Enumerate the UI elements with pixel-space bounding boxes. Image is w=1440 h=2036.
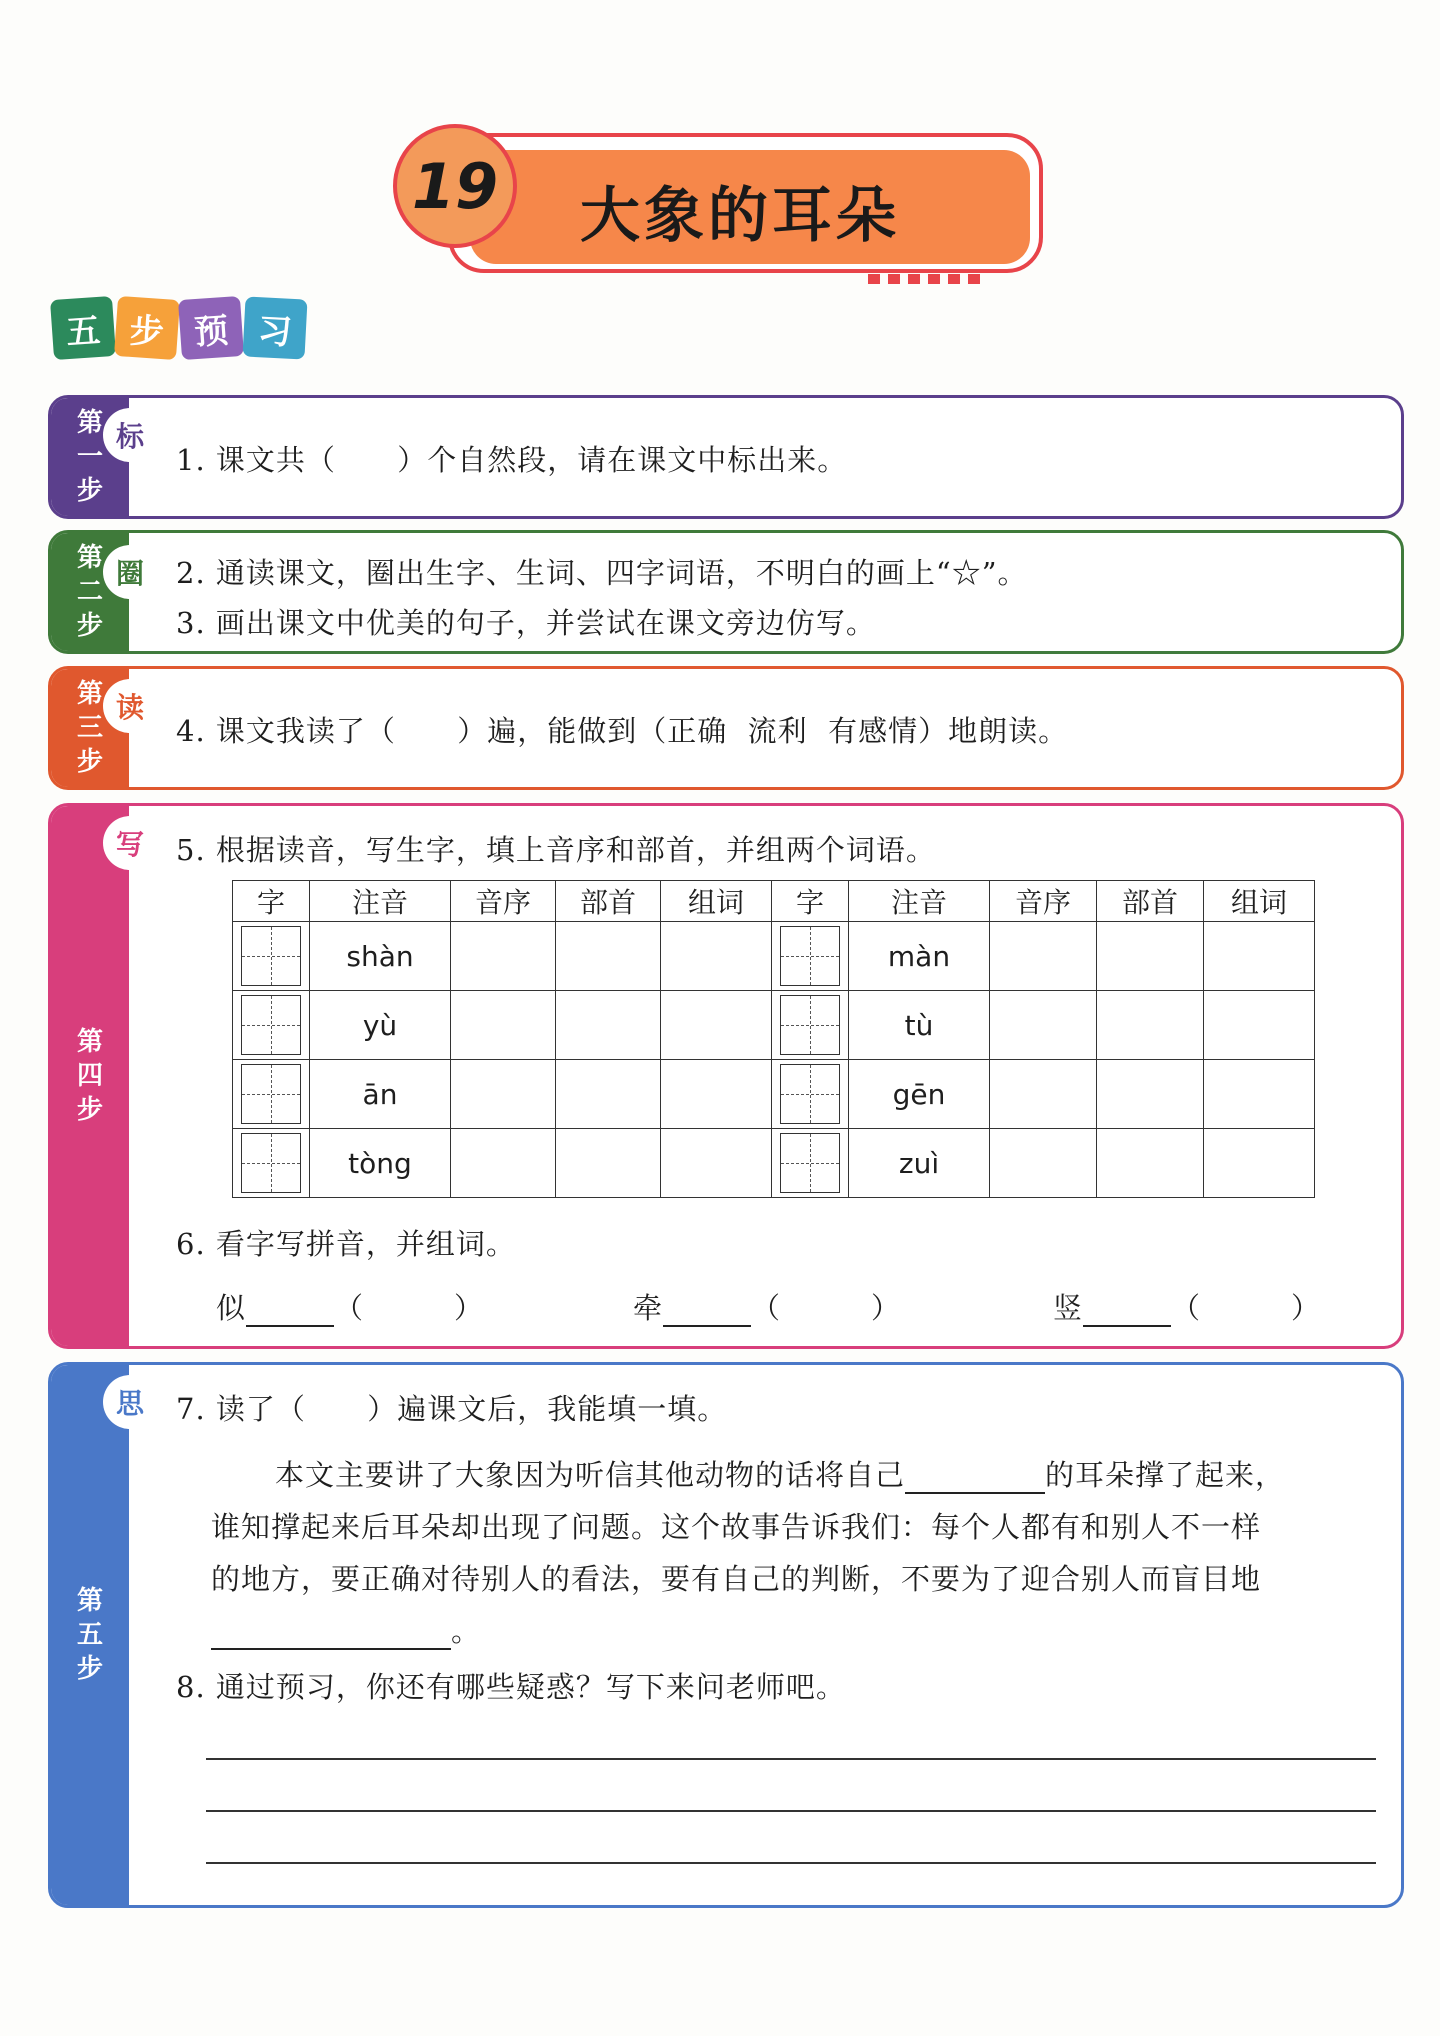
writing-line[interactable] — [206, 1810, 1376, 1812]
step-3-tab: 第 三 步 — [51, 669, 129, 787]
tianzige-box[interactable] — [241, 995, 301, 1055]
badge-read: 读 — [103, 679, 157, 733]
tianzige-box[interactable] — [241, 1133, 301, 1193]
step-3-box — [48, 666, 1404, 790]
lesson-title: 大象的耳朵 — [580, 181, 900, 251]
question-2: 2. 通读课文，圈出生字、生词、四字词语，不明白的画上“☆”。 — [176, 556, 1028, 590]
writing-line[interactable] — [206, 1758, 1376, 1760]
pinyin: yù — [310, 991, 451, 1060]
question-3: 3. 画出课文中优美的句子，并尝试在课文旁边仿写。 — [176, 606, 876, 640]
chip: 五 — [50, 296, 116, 360]
pinyin: gēn — [849, 1060, 990, 1129]
paragraph-line-2: 谁知撑起来后耳朵却出现了问题。这个故事告诉我们：每个人都有和别人不一样 — [211, 1510, 1262, 1544]
question-5: 5. 根据读音，写生字，填上音序和部首，并组两个词语。 — [176, 833, 936, 867]
paragraph-line-3: 的地方，要正确对待别人的看法，要有自己的判断，不要为了迎合别人而盲目地 — [211, 1562, 1262, 1596]
five-step-chips — [52, 298, 306, 358]
step-2-box — [48, 530, 1404, 654]
step-5-tab: 第 五 步 — [51, 1365, 129, 1905]
question-8: 8. 通过预习，你还有哪些疑惑？写下来问老师吧。 — [176, 1670, 846, 1704]
q6-item-1: 似 （ ） — [216, 1291, 485, 1325]
question-1: 1. 课文共（ ）个自然段，请在课文中标出来。 — [176, 443, 848, 477]
question-4: 4. 课文我读了（ ）遍，能做到（正确 流利 有感情）地朗读。 — [176, 714, 1069, 748]
tianzige-box[interactable] — [780, 926, 840, 986]
tianzige-box[interactable] — [780, 1064, 840, 1124]
chip: 预 — [178, 296, 244, 360]
q6-item-2: 牵 （ ） — [633, 1291, 902, 1325]
table-row — [233, 1060, 1315, 1129]
question-7: 7. 读了（ ）遍课文后，我能填一填。 — [176, 1392, 728, 1426]
badge-circle: 圈 — [103, 545, 157, 599]
chip: 习 — [242, 296, 307, 359]
table-row — [233, 922, 1315, 991]
badge-mark: 标 — [103, 408, 157, 462]
tianzige-box[interactable] — [780, 995, 840, 1055]
tianzige-box[interactable] — [241, 926, 301, 986]
title-dots — [868, 274, 980, 284]
paragraph-line-1: 本文主要讲了大象因为听信其他动物的话将自己 的耳朵撑了起来， — [275, 1458, 1286, 1492]
step-1-box — [48, 395, 1404, 519]
writing-line[interactable] — [206, 1862, 1376, 1864]
question-6: 6. 看字写拼音，并组词。 — [176, 1227, 516, 1261]
table-row — [233, 1129, 1315, 1198]
table-header-row: 字 注音 音序 部首 组词 字 注音 音序 部首 组词 — [233, 881, 1315, 922]
step-2-tab: 第 二 步 — [51, 533, 129, 651]
pinyin: tù — [849, 991, 990, 1060]
step-4-tab: 第 四 步 — [51, 806, 129, 1346]
chip: 步 — [114, 296, 180, 360]
pinyin: shàn — [310, 922, 451, 991]
table-row — [233, 991, 1315, 1060]
q6-item-3: 竖 （ ） — [1053, 1291, 1322, 1325]
pinyin: ān — [310, 1060, 451, 1129]
badge-write: 写 — [103, 816, 157, 870]
tianzige-box[interactable] — [780, 1133, 840, 1193]
pinyin: tòng — [310, 1129, 451, 1198]
lesson-number: 19 — [393, 124, 517, 248]
paragraph-line-4: 。 — [211, 1609, 481, 1650]
pinyin: màn — [849, 922, 990, 991]
tianzige-box[interactable] — [241, 1064, 301, 1124]
step-1-tab: 第 一 步 — [51, 398, 129, 516]
pinyin: zuì — [849, 1129, 990, 1198]
badge-think: 思 — [103, 1375, 157, 1429]
character-table — [232, 880, 1315, 1198]
step-5-box — [48, 1362, 1404, 1908]
